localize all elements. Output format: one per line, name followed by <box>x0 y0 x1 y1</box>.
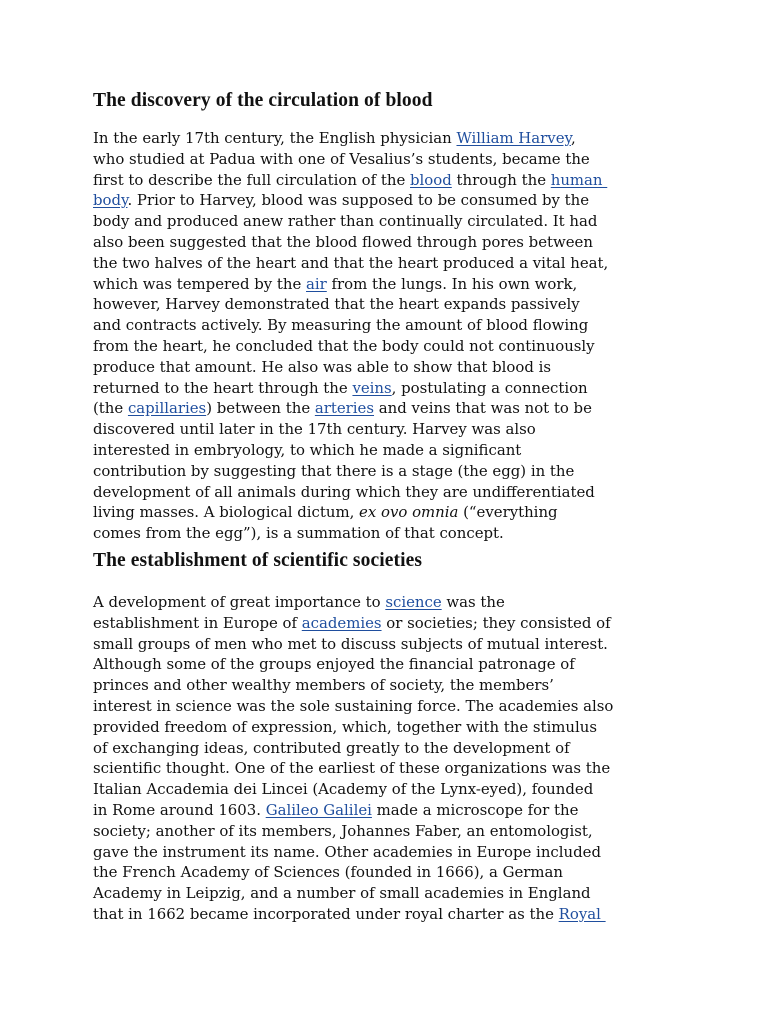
text-line <box>93 696 678 717</box>
inline-link[interactable]: blood <box>410 170 452 189</box>
inline-link[interactable]: veins <box>352 378 392 397</box>
text-line <box>93 274 678 295</box>
inline-link[interactable]: science <box>385 592 442 611</box>
text-run: society; another of its members, Johannes Faber, an entomologist, <box>93 821 593 840</box>
text-line <box>93 779 678 800</box>
text-run: produce that amount. He also was able to show that blood is <box>93 357 552 376</box>
text-run: that in 1662 became incorporated under royal charter as the <box>93 904 559 923</box>
inline-link[interactable]: arteries <box>314 399 375 418</box>
text-run: scientific thought. One of the earliest of these organizations was the <box>93 759 611 778</box>
text-run: Academy in Leipzig, and a number of small academies in England <box>93 884 591 903</box>
text-run: discovered until later in the 17th century. Harvey was also <box>93 420 536 439</box>
text-run: A development of great importance to <box>93 592 386 611</box>
text-run: . Prior to Harvey, blood was supposed to be consumed by the <box>127 191 590 210</box>
section-heading-circulation: The discovery of the circulation of blood <box>93 90 433 111</box>
text-run: who studied at Padua with one of Vesalius’s students, became the <box>93 149 590 168</box>
text-line <box>93 842 678 863</box>
text-line <box>93 149 678 170</box>
text-line <box>93 800 678 821</box>
text-line <box>93 821 678 842</box>
text-line <box>93 717 678 738</box>
text-run: the French Academy of Sciences (founded in 1666), a German <box>93 863 564 882</box>
inline-link[interactable]: Galileo Galilei <box>265 800 372 819</box>
text-run: interested in embryology, to which he made a significant <box>93 440 522 459</box>
text-run: also been suggested that the blood flowed through pores between <box>93 232 593 251</box>
text-run: small groups of men who met to discuss subjects of mutual interest. <box>93 634 608 653</box>
text-line <box>93 128 678 149</box>
text-run: and contracts actively. By measuring the amount of blood flowing <box>93 316 589 335</box>
text-run: living masses. A biological dictum, <box>93 503 360 522</box>
text-run: however, Harvey demonstrated that the heart expands passively <box>93 295 580 314</box>
text-run: interest in science was the sole sustaining force. The academies also <box>93 696 614 715</box>
text-run: princes and other wealthy members of society, the members’ <box>93 676 554 695</box>
text-run: the two halves of the heart and that the heart produced a vital heat, <box>93 253 609 272</box>
text-run: through the <box>451 170 551 189</box>
text-line <box>93 592 678 613</box>
text-run: contribution by suggesting that there is a stage (the egg) in the <box>93 461 575 480</box>
text-line <box>93 190 678 211</box>
text-run: gave the instrument its name. Other academies in Europe included <box>93 842 601 861</box>
inline-link[interactable]: William Harvey <box>456 129 571 147</box>
text-run: made a microscope for the <box>371 800 579 819</box>
inline-link[interactable]: air <box>306 274 327 293</box>
text-run: and veins that was not to be <box>374 399 592 418</box>
text-line <box>93 336 678 357</box>
text-line <box>93 294 678 315</box>
paragraph-circulation <box>93 128 678 544</box>
text-line <box>93 675 678 696</box>
text-line <box>93 482 678 503</box>
italic-text: ex ovo omnia <box>359 503 459 522</box>
text-line <box>93 315 678 336</box>
text-line <box>93 758 678 779</box>
text-line <box>93 232 678 253</box>
text-line <box>93 523 678 544</box>
text-run: or societies; they consisted of <box>381 613 611 632</box>
text-line <box>93 738 678 759</box>
text-line <box>93 440 678 461</box>
inline-link[interactable]: Royal <box>558 904 606 923</box>
text-run: body and produced anew rather than continually circulated. It had <box>93 212 598 231</box>
text-run: Italian Accademia dei Lincei (Academy of the Lynx-eyed), founded <box>93 780 594 799</box>
text-run: , postulating a connection <box>391 378 588 397</box>
text-run: (the <box>93 399 128 418</box>
text-line <box>93 904 678 925</box>
text-line <box>93 613 678 634</box>
text-run: In the early 17th century, the English physician <box>93 129 457 147</box>
text-run: was the <box>441 592 505 611</box>
paragraph-societies <box>93 592 678 925</box>
text-run: establishment in Europe of <box>93 613 302 632</box>
inline-link[interactable]: human <box>550 170 608 189</box>
text-run: (“everything <box>458 503 558 522</box>
text-line <box>93 502 678 523</box>
document-body <box>93 88 678 925</box>
text-line <box>93 634 678 655</box>
inline-link[interactable]: academies <box>301 613 382 632</box>
text-run: provided freedom of expression, which, together with the stimulus <box>93 717 598 736</box>
text-run: which was tempered by the <box>93 274 307 293</box>
text-line <box>93 654 678 675</box>
inline-link[interactable]: capillaries <box>127 399 207 418</box>
text-run: of exchanging ideas, contributed greatly to the development of <box>93 738 570 757</box>
text-run: in Rome around 1603. <box>93 800 266 819</box>
text-line <box>93 419 678 440</box>
text-run: ) between the <box>206 399 315 418</box>
text-run: development of all animals during which they are undifferentiated <box>93 482 595 501</box>
text-run: first to describe the full circulation of the <box>93 170 411 189</box>
text-run: from the heart, he concluded that the body could not continuously <box>93 336 595 355</box>
text-line <box>93 862 678 883</box>
text-line <box>93 211 678 232</box>
text-line <box>93 883 678 904</box>
section-heading-societies: The establishment of scientific societies <box>93 549 423 571</box>
text-run: Although some of the groups enjoyed the financial patronage of <box>93 655 575 674</box>
text-line <box>93 357 678 378</box>
text-run: , <box>570 129 576 147</box>
text-line <box>93 398 678 419</box>
text-run: comes from the egg”), is a summation of that concept. <box>93 524 504 543</box>
text-line <box>93 253 678 274</box>
text-line <box>93 461 678 482</box>
inline-link[interactable]: body <box>93 191 128 210</box>
text-run: from the lungs. In his own work, <box>326 274 578 293</box>
text-run: returned to the heart through the <box>93 378 353 397</box>
text-line <box>93 170 678 191</box>
text-line <box>93 378 678 399</box>
